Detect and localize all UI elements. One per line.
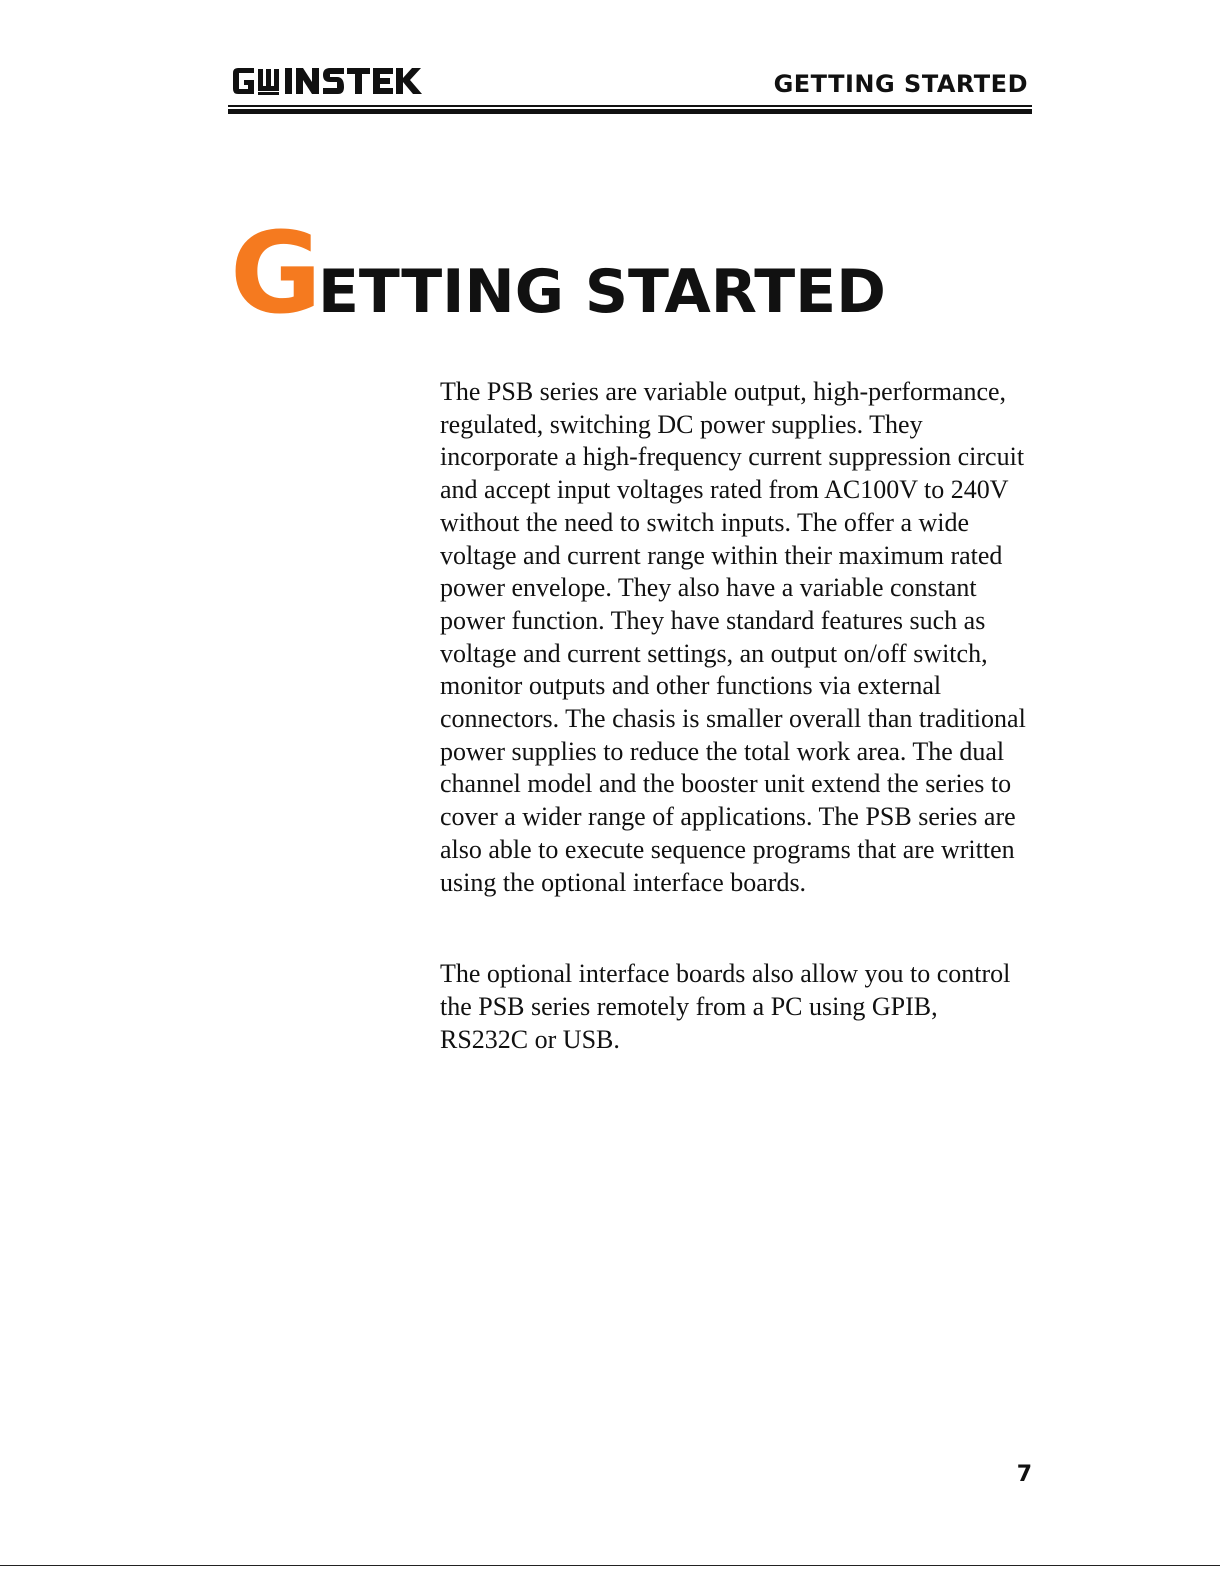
page-header [228, 60, 1032, 116]
page-number: 7 [1016, 1462, 1032, 1487]
gw-instek-logo [230, 64, 430, 98]
chapter-title-initial: G [230, 209, 320, 339]
paragraph-interface: The optional interface boards also allow you to control the PSB series remotely from a PC using GPIB, RS232C or USB. [440, 959, 1011, 1054]
running-head: GETTING STARTED [773, 70, 1028, 98]
paragraph-intro: The PSB series are variable output, high-performance, regulated, switching DC power supplies. They incorporate a high-frequency current suppression circuit and accept input voltages rated from AC100V to 240V without the need to switch inputs. The offer a wide voltage and current range within their maximum rated power envelope. They also have a variable constant power function. They have standard features such as voltage and current settings, an output on/off switch, monitor outputs and other functions via external connectors. The chasis is smaller overall than traditional power supplies to reduce the total work area. The dual channel model and the booster unit extend the series to cover a wider range of applications. The PSB series are also able to execute sequence programs that are written using the optional interface boards. [440, 377, 1026, 897]
body-text [440, 376, 1026, 1056]
header-rule-thick [228, 109, 1032, 114]
header-rule-thin [228, 105, 1032, 107]
chapter-title-rest: ETTING STARTED [317, 257, 886, 327]
bottom-rule [0, 1565, 1220, 1566]
chapter-title [230, 209, 886, 339]
